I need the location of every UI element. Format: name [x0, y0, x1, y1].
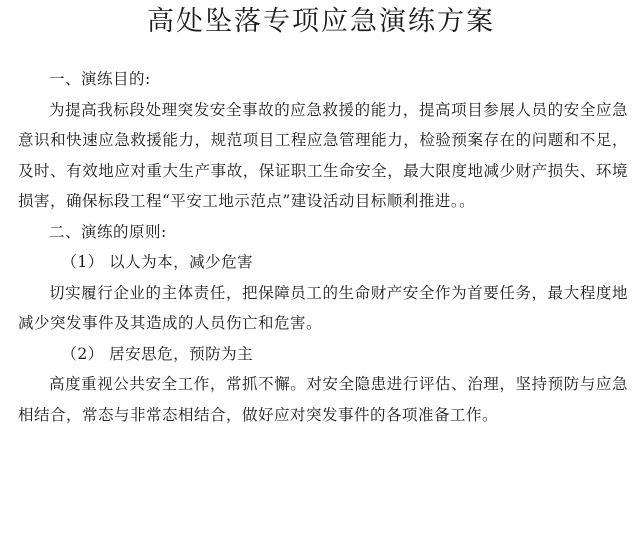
section1-heading: 一、演练目的: [49, 70, 151, 88]
document-body [18, 64, 628, 430]
principle1-paragraph: 切实履行企业的主体责任，把保障员工的生命财产安全作为首要任务，最大程度地减少突发事件及其造成的人员伤亡和危害。 [18, 283, 628, 332]
section1-paragraph: 为提高我标段处理突发安全事故的应急救援的能力，提高项目参展人员的安全应急意识和快速应急救援能力，规范项目工程应急管理能力，检验预案存在的问题和不足，及时、有效地应对重大生产事故，保证职工生命安全，最大限度地减少财产损失、环境损害，确保标段工程“平安工地示范点”建设活动目标顺利推进。。 [18, 100, 628, 210]
principle2-paragraph: 高度重视公共安全工作，常抓不懈。对安全隐患进行评估、治理，坚持预防与应急相结合，常态与非常态相结合，做好应对突发事件的各项准备工作。 [18, 375, 628, 424]
document-title: 高处坠落专项应急演练方案 [147, 6, 495, 37]
principle2-heading: （2） 居安思危，预防为主 [61, 344, 254, 363]
section2-heading: 二、演练的原则: [49, 222, 167, 241]
principle1-heading: （1） 以人为本，减少危害 [61, 253, 254, 271]
